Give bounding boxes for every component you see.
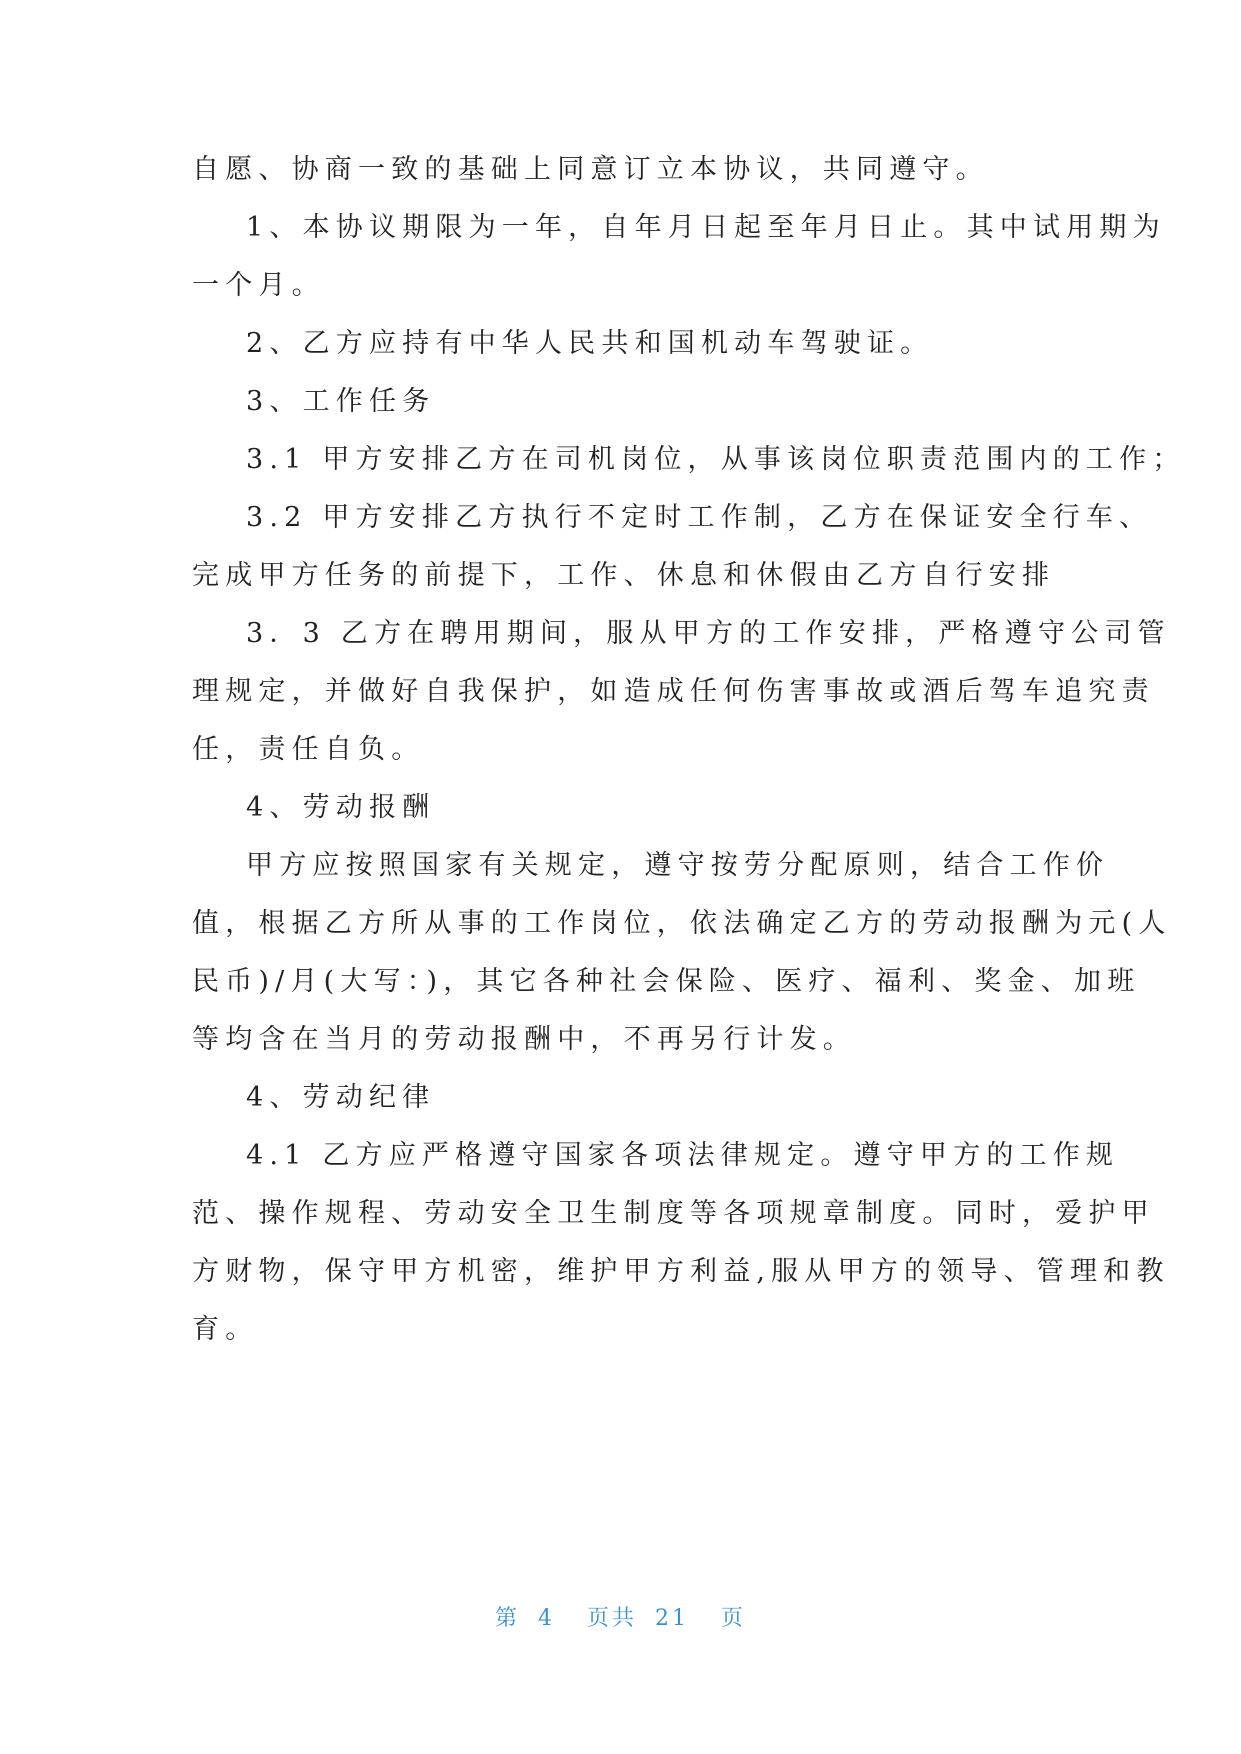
text-line: 范、操作规程、劳动安全卫生制度等各项规章制度。同时，爱护甲 [192, 1198, 1155, 1229]
footer-suffix: 页 [721, 1606, 747, 1631]
text-line: 任，责任自负。 [192, 734, 425, 765]
footer-page-number: 4 [537, 1606, 555, 1631]
text-line: 甲方应按照国家有关规定，遵守按劳分配原则，结合工作价 [246, 850, 1110, 881]
text-line: 3．3 乙方在聘用期间，服从甲方的工作安排，严格遵守公司管 [246, 618, 1171, 649]
text-line: 育。 [192, 1314, 259, 1345]
text-line: 等均含在当月的劳动报酬中，不再另行计发。 [192, 1024, 856, 1055]
text-line: 4.1 乙方应严格遵守国家各项法律规定。遵守甲方的工作规 [246, 1140, 1120, 1171]
footer-middle: 页共 [586, 1606, 637, 1631]
text-line: 方财物，保守甲方机密，维护甲方利益,服从甲方的领导、管理和教 [192, 1256, 1170, 1287]
text-line: 3、工作任务 [246, 386, 436, 417]
page-number-footer [0, 1604, 1241, 1634]
text-line: 一个月。 [192, 270, 325, 301]
footer-total-pages: 21 [655, 1606, 689, 1631]
text-line: 4、劳动纪律 [246, 1082, 436, 1113]
text-line: 理规定，并做好自我保护，如造成任何伤害事故或酒后驾车追究责 [192, 676, 1155, 707]
text-line: 4、劳动报酬 [246, 792, 436, 823]
text-line: 值，根据乙方所从事的工作岗位，依法确定乙方的劳动报酬为元(人 [192, 908, 1172, 939]
text-line: 民币)/月(大写：)，其它各种社会保险、医疗、福利、奖金、加班 [192, 966, 1141, 997]
text-line: 2、乙方应持有中华人民共和国机动车驾驶证。 [246, 328, 934, 359]
footer-prefix: 第 [494, 1606, 520, 1631]
text-line: 完成甲方任务的前提下，工作、休息和休假由乙方自行安排 [192, 560, 1056, 591]
text-line: 自愿、协商一致的基础上同意订立本协议，共同遵守。 [192, 154, 989, 185]
text-line: 3.1 甲方安排乙方在司机岗位，从事该岗位职责范围内的工作； [246, 444, 1186, 475]
text-line: 1、本协议期限为一年，自年月日起至年月日止。其中试用期为 [246, 212, 1166, 243]
text-line: 3.2 甲方安排乙方执行不定时工作制，乙方在保证安全行车、 [246, 502, 1153, 533]
